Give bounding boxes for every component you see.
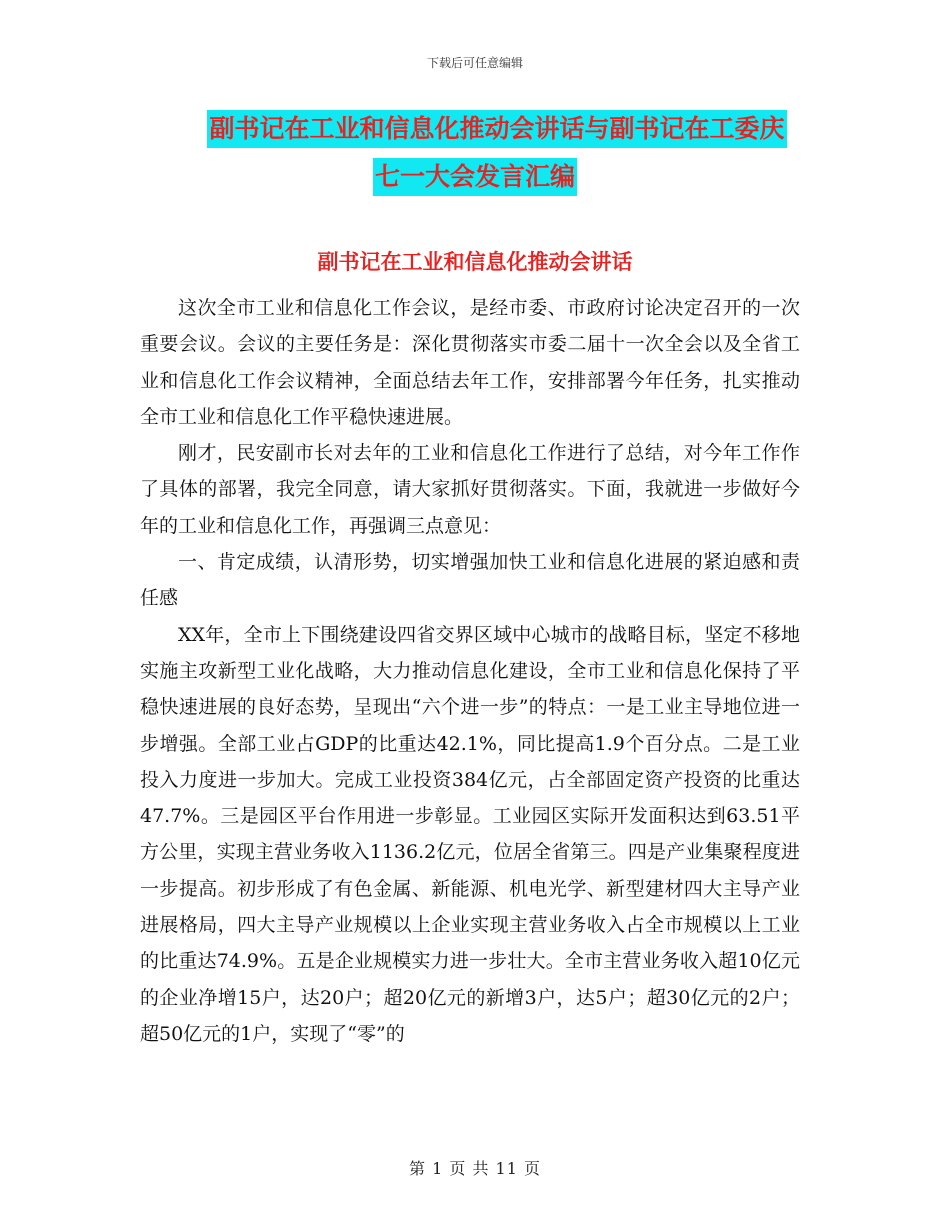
section-title: 副书记在工业和信息化推动会讲话 xyxy=(317,250,633,274)
paragraph: 这次全市工业和信息化工作会议，是经市委、市政府讨论决定召开的一次重要会议。会议的主要任务是：深化贯彻落实市委二届十一次全会以及全省工业和信息化工作会议精神，全面总结去年工作，安排部署今年任务，扎实推动全市工业和信息化工作平稳快速进展。 xyxy=(140,297,800,428)
page-number: 第 1 页 共 11 页 xyxy=(409,1159,541,1178)
document-title xyxy=(0,110,950,196)
document-body xyxy=(140,290,800,1052)
document-title-line-2: 七一大会发言汇编 xyxy=(373,158,577,196)
paragraph-heading: 一、肯定成绩，认清形势，切实增强加快工业和信息化进展的紧迫感和责任感 xyxy=(140,551,800,610)
page-header-note: 下载后可任意编辑 xyxy=(426,56,523,70)
paragraph: 刚才，民安副市长对去年的工业和信息化工作进行了总结，对今年工作作了具体的部署，我完全同意，请大家抓好贯彻落实。下面，我就进一步做好今年的工业和信息化工作，再强调三点意见： xyxy=(140,442,800,537)
paragraph: XX年，全市上下围绕建设四省交界区域中心城市的战略目标，坚定不移地实施主攻新型工业化战略，大力推动信息化建设，全市工业和信息化保持了平稳快速进展的良好态势，呈现出“六个进一步”的特点：一是工业主导地位进一步增强。全部工业占GDP的比重达42.1%，同比提高1.9个百分点。二是工业投入力度进一步加大。完成工业投资384亿元，占全部固定资产投资的比重达47.7%。三是园区平台作用进一步彰显。工业园区实际开发面积达到63.51平方公里，实现主营业务收入1136.2亿元，位居全省第三。四是产业集聚程度进一步提高。初步形成了有色金属、新能源、机电光学、新型建材四大主导产业进展格局，四大主导产业规模以上企业实现主营业务收入占全市规模以上工业的比重达74.9%。五是企业规模实力进一步壮大。全市主营业务收入超10亿元的企业净增15户，达20户；超20亿元的新增3户，达5户；超30亿元的2户；超50亿元的1户，实现了“零”的 xyxy=(140,623,800,1045)
document-title-line-1: 副书记在工业和信息化推动会讲话与副书记在工委庆 xyxy=(207,110,786,148)
